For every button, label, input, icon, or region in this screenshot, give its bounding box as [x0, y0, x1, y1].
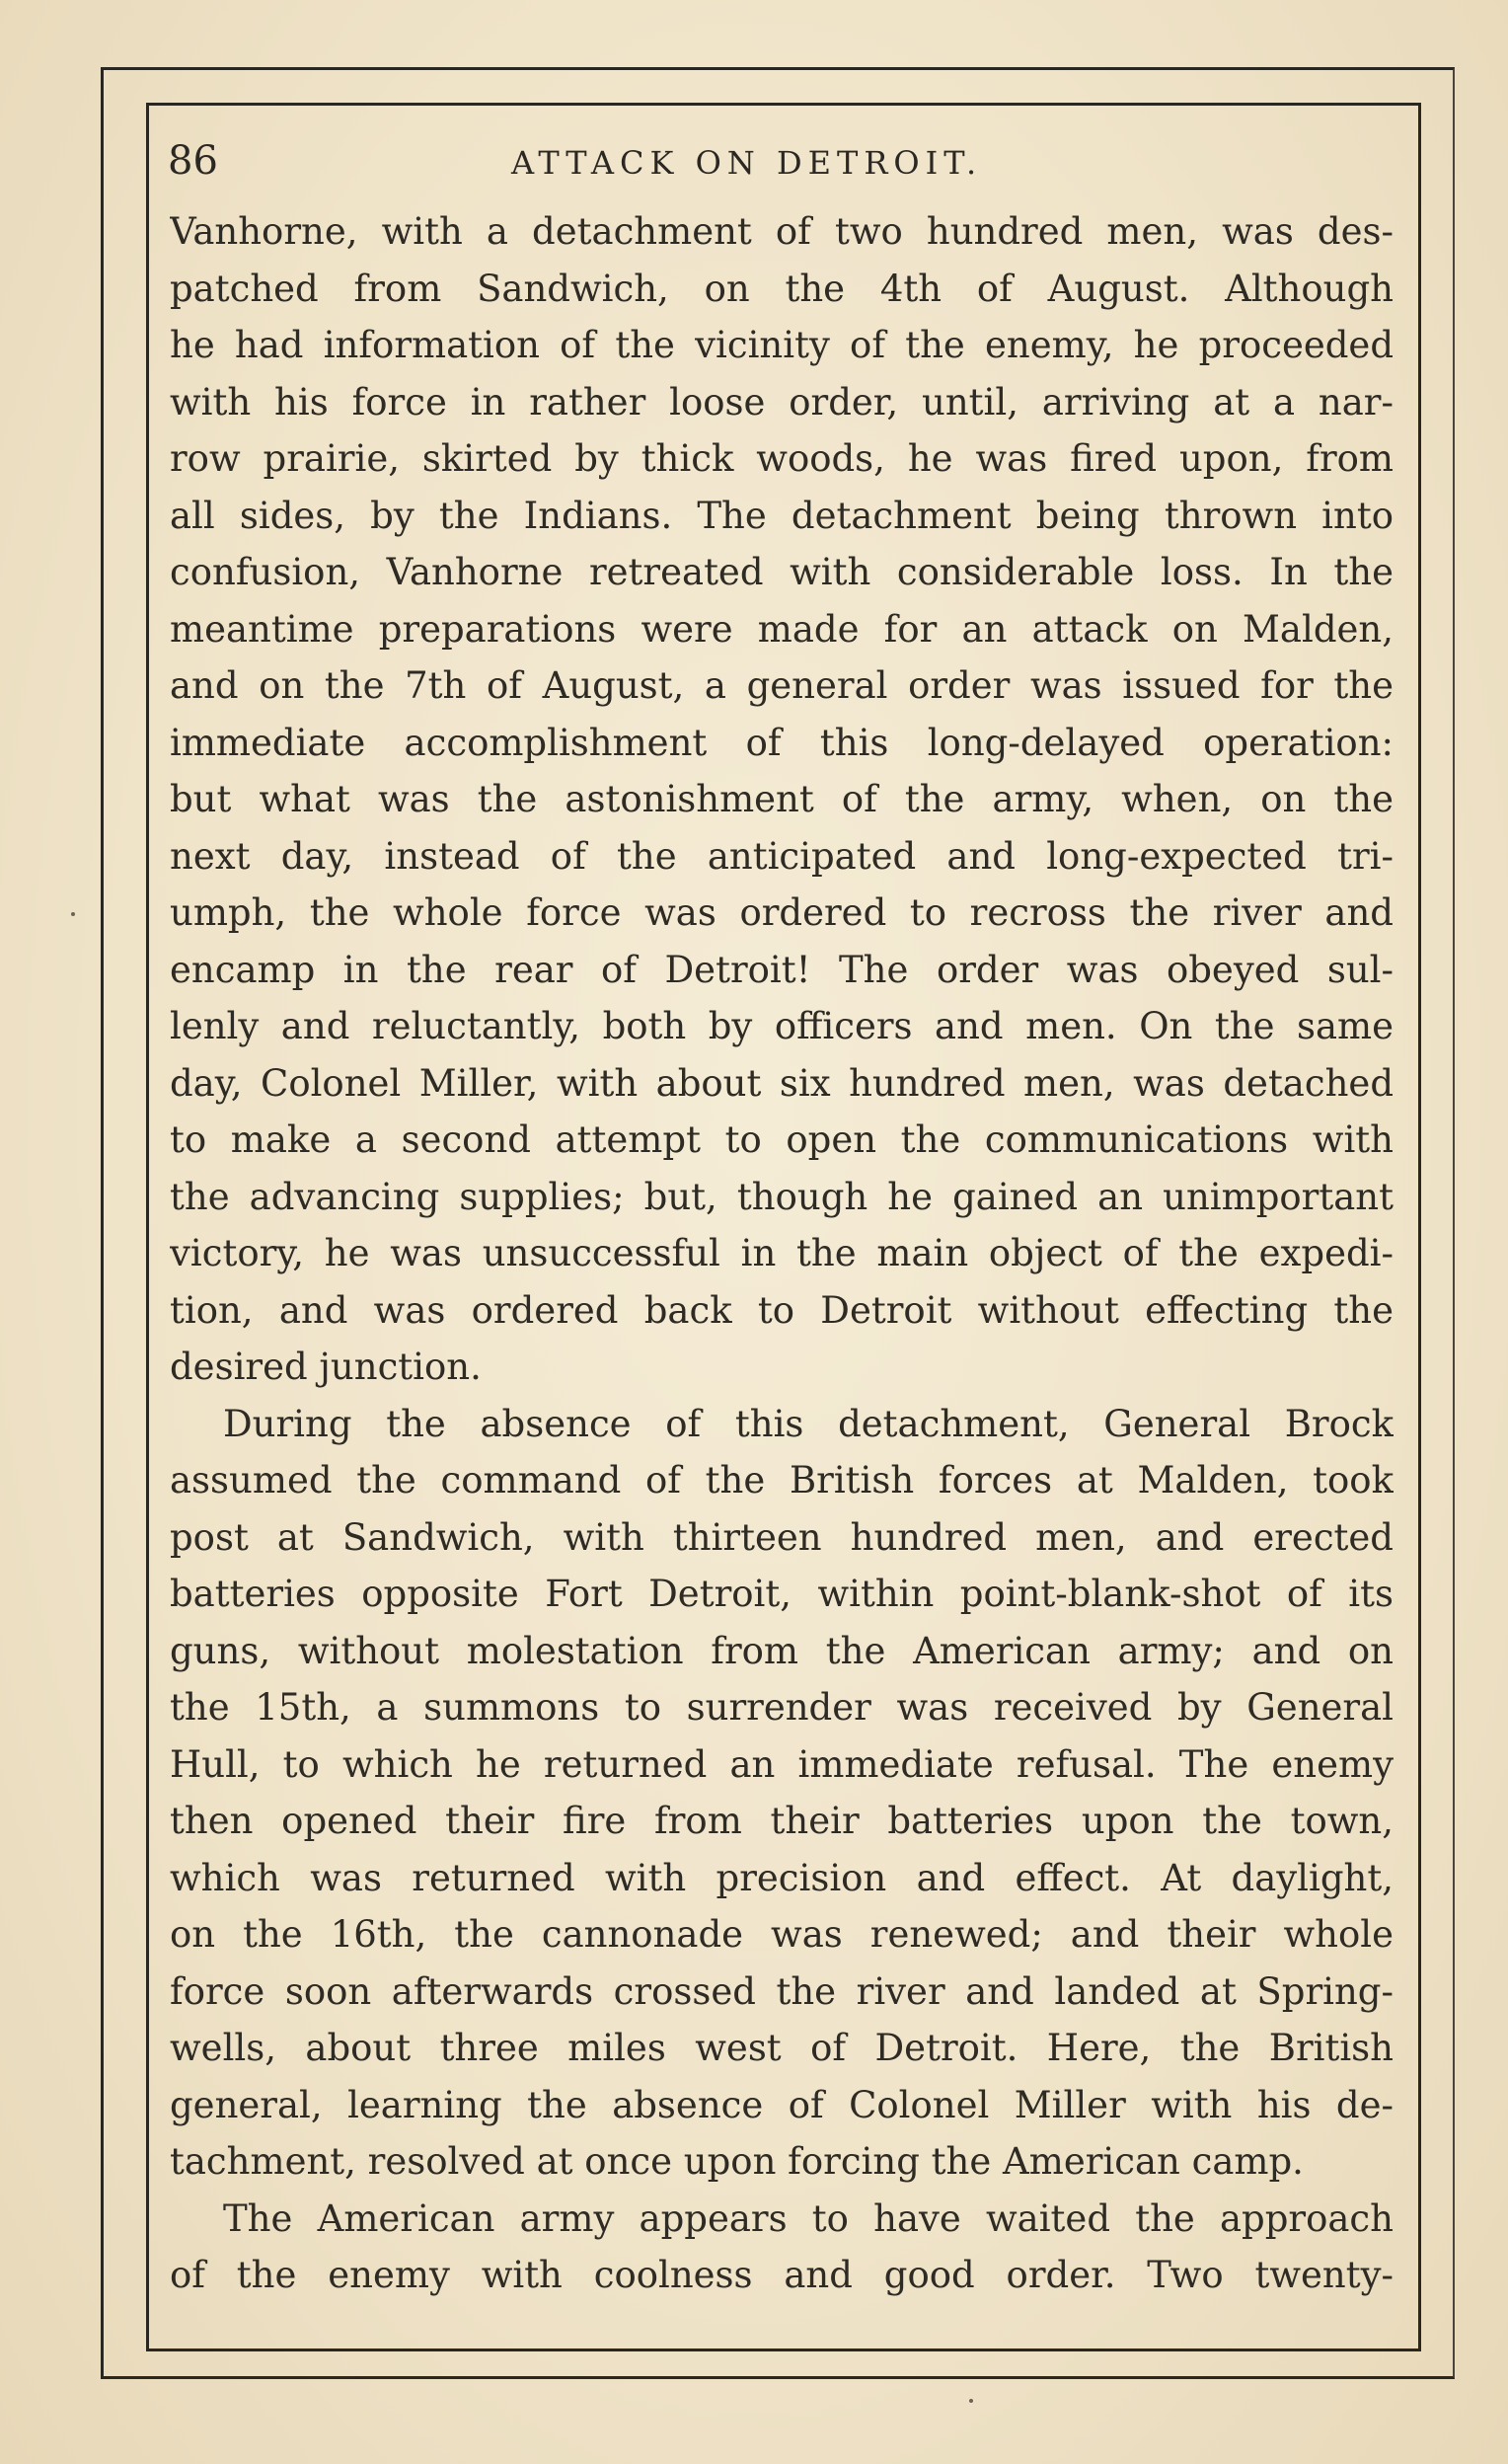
text-line: on the 16th, the cannonade was renewed; and their whole: [170, 1913, 1394, 1956]
text-line: wells, about three miles west of Detroit. Here, the British: [170, 2027, 1394, 2069]
text-line: immediate accomplishment of this long-delayed operation:: [170, 721, 1394, 764]
page-number: 86: [168, 138, 218, 184]
text-line: the 15th, a summons to surrender was received by General: [170, 1686, 1394, 1729]
text-line: meantime preparations were made for an attack on Malden,: [170, 607, 1394, 651]
text-line: victory, he was unsuccessful in the main object of the expedi-: [170, 1232, 1394, 1274]
text-line: post at Sandwich, with thirteen hundred men, and erected: [170, 1515, 1394, 1559]
text-line: The American army appears to have waited the approach: [223, 2196, 1394, 2240]
text-line: Vanhorne, with a detachment of two hundred men, was des-: [170, 210, 1394, 253]
ink-speck: [969, 2399, 973, 2403]
paragraph: [170, 203, 1394, 1396]
text-line: he had information of the vicinity of the enemy, he proceeded: [170, 324, 1394, 366]
text-line: of the enemy with coolness and good order. Two twenty-: [170, 2254, 1394, 2296]
text-line: force soon afterwards crossed the river and landed at Spring-: [170, 1969, 1394, 2013]
text-line: and on the 7th of August, a general order was issued for the: [170, 664, 1394, 707]
text-line: confusion, Vanhorne retreated with considerable loss. In the: [170, 551, 1394, 593]
page-header: [168, 130, 1392, 190]
text-line: day, Colonel Miller, with about six hundred men, was detached: [170, 1061, 1394, 1105]
text-line: general, learning the absence of Colonel Miller with his de-: [170, 2083, 1394, 2126]
text-line: which was returned with precision and effect. At daylight,: [170, 1856, 1394, 1899]
paragraph: [170, 2191, 1394, 2304]
text-line: but what was the astonishment of the army, when, on the: [170, 778, 1394, 820]
text-line: to make a second attempt to open the communications with: [170, 1118, 1394, 1161]
text-line: all sides, by the Indians. The detachment being thrown into: [170, 494, 1394, 537]
text-line: next day, instead of the anticipated and long-expected tri-: [170, 834, 1394, 878]
body-text: [170, 203, 1394, 2304]
text-line: tachment, resolved at once upon forcing the American camp.: [170, 2140, 1304, 2183]
text-line: lenly and reluctantly, both by officers and men. On the same: [170, 1005, 1394, 1047]
text-line: Hull, to which he returned an immediate refusal. The enemy: [170, 1742, 1394, 1786]
text-line: umph, the whole force was ordered to recross the river and: [170, 891, 1394, 934]
ink-speck: [71, 912, 75, 916]
text-line: with his force in rather loose order, until, arriving at a nar-: [170, 380, 1394, 424]
paragraph: [170, 1396, 1394, 2191]
text-line: row prairie, skirted by thick woods, he was fired upon, from: [170, 437, 1394, 480]
text-line: then opened their fire from their batteries upon the town,: [170, 1800, 1394, 1842]
text-line: assumed the command of the British forces at Malden, took: [170, 1459, 1394, 1502]
running-head: ATTACK ON DETROIT.: [511, 144, 983, 182]
text-line: encamp in the rear of Detroit! The order was obeyed sul-: [170, 948, 1394, 991]
text-line: tion, and was ordered back to Detroit without effecting the: [170, 1288, 1394, 1332]
text-line: the advancing supplies; but, though he gained an unimportant: [170, 1175, 1394, 1218]
text-line: desired junction.: [170, 1346, 482, 1388]
text-line: batteries opposite Fort Detroit, within point-blank-shot of its: [170, 1573, 1394, 1615]
text-line: patched from Sandwich, on the 4th of August. Although: [170, 267, 1394, 310]
text-line: guns, without molestation from the American army; and on: [170, 1629, 1394, 1672]
text-line: During the absence of this detachment, General Brock: [223, 1402, 1394, 1445]
